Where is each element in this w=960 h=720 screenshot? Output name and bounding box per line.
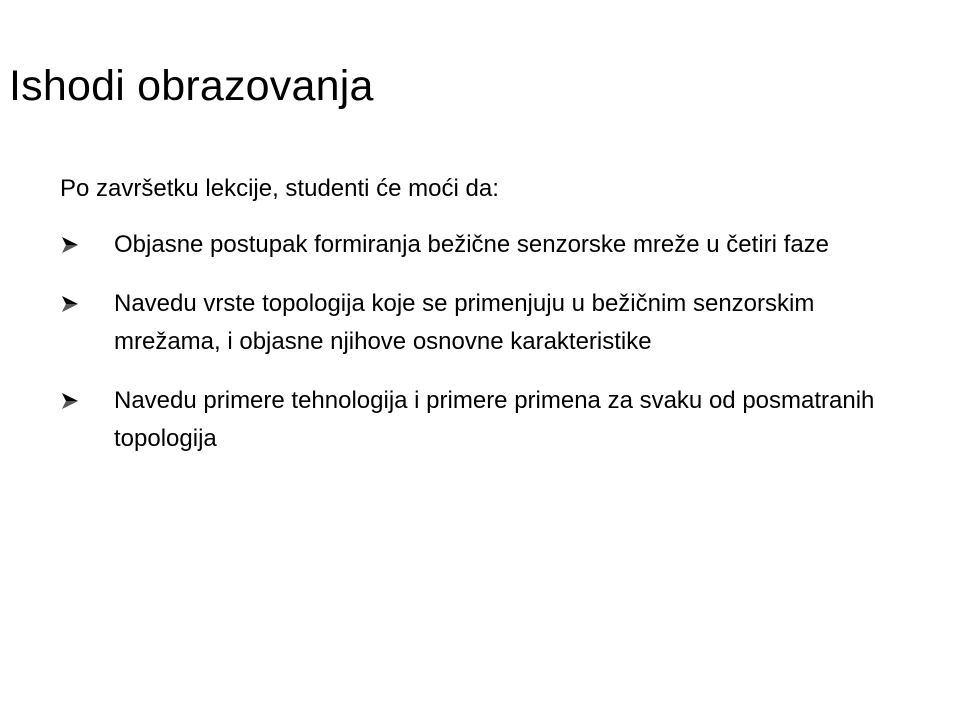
outcome-text: Objasne postupak formiranja bežične senzorske mreže u četiri faze (114, 231, 830, 258)
arrowhead-bullet-icon (60, 392, 80, 410)
outcome-item (60, 382, 900, 458)
outcome-item (60, 226, 900, 264)
outcome-text: Navedu vrste topologija koje se primenjuju u bežičnim senzorskim mrežama, i objasne njihove osnovne karakteristike (114, 290, 815, 355)
arrowhead-bullet-icon (60, 236, 80, 254)
intro-text: Po završetku lekcije, studenti će moći da: (60, 175, 499, 202)
slide-body (60, 170, 900, 458)
outcome-list (60, 226, 900, 458)
slide-title: Ishodi obrazovanja (9, 62, 374, 110)
outcome-item (60, 285, 900, 361)
outcome-text: Navedu primere tehnologija i primere primena za svaku od posmatranih topologija (114, 387, 875, 452)
arrowhead-bullet-icon (60, 295, 80, 313)
